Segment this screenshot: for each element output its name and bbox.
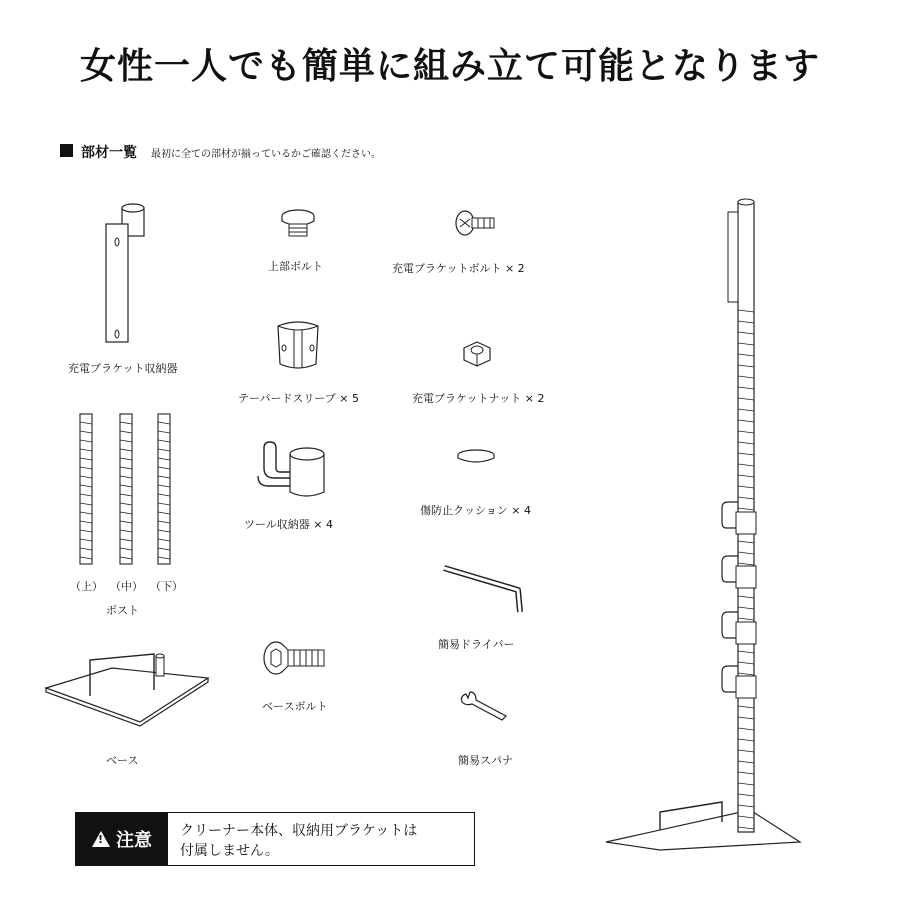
parts-list-header [60, 142, 381, 162]
bracket-nut-label: 充電ブラケットナット × 2 [412, 392, 545, 405]
taper-sleeve-label: テーパードスリーブ × 5 [238, 392, 359, 405]
screwdriver-illustration [440, 560, 534, 620]
base-bolt-label: ベースボルト [262, 700, 328, 713]
parts-list-heading: 部材一覧 [81, 145, 137, 161]
caution-heading: 注意 [116, 830, 152, 851]
caution-body [168, 813, 474, 865]
page-title: 女性一人でも簡単に組み立て可能となります [79, 46, 820, 87]
bracket-bolt-label: 充電ブラケットボルト × 2 [392, 262, 525, 275]
tool-holder-illustration [254, 438, 334, 502]
parts-list-note: 最初に全ての部材が揃っているかご確認ください。 [151, 149, 381, 160]
caution-header [76, 813, 168, 865]
post-label: ポスト [106, 604, 139, 617]
top-bolt-illustration [276, 208, 320, 242]
caution-box [75, 812, 475, 866]
base-bolt-illustration [262, 638, 334, 678]
taper-sleeve-illustration [270, 318, 326, 374]
assembled-stand-illustration [600, 190, 810, 860]
base-illustration [42, 648, 212, 730]
screwdriver-label: 簡易ドライバー [438, 638, 515, 651]
top-bolt-label: 上部ボルト [268, 260, 323, 273]
cushion-illustration [456, 446, 496, 466]
post-upper-label: （上） [70, 580, 103, 593]
spanner-illustration [456, 686, 512, 726]
cushion-label: 傷防止クッション × 4 [420, 504, 531, 517]
post-middle-label: （中） [110, 580, 143, 593]
bracket-nut-illustration [460, 338, 494, 368]
bracket-holder-label: 充電ブラケット収納器 [68, 362, 178, 375]
warning-icon: ! [92, 831, 110, 847]
posts-illustration [72, 408, 192, 572]
caution-line-1: クリーナー本体、収納用ブラケットは [180, 823, 418, 839]
spanner-label: 簡易スパナ [458, 754, 513, 767]
caution-line-2: 付属しません。 [180, 843, 279, 859]
tool-holder-label: ツール収納器 × 4 [244, 518, 333, 531]
bracket-holder-illustration [100, 200, 160, 350]
post-lower-label: （下） [150, 580, 183, 593]
square-bullet-icon [60, 144, 73, 157]
bracket-bolt-illustration [454, 208, 498, 238]
base-label: ベース [106, 754, 139, 767]
